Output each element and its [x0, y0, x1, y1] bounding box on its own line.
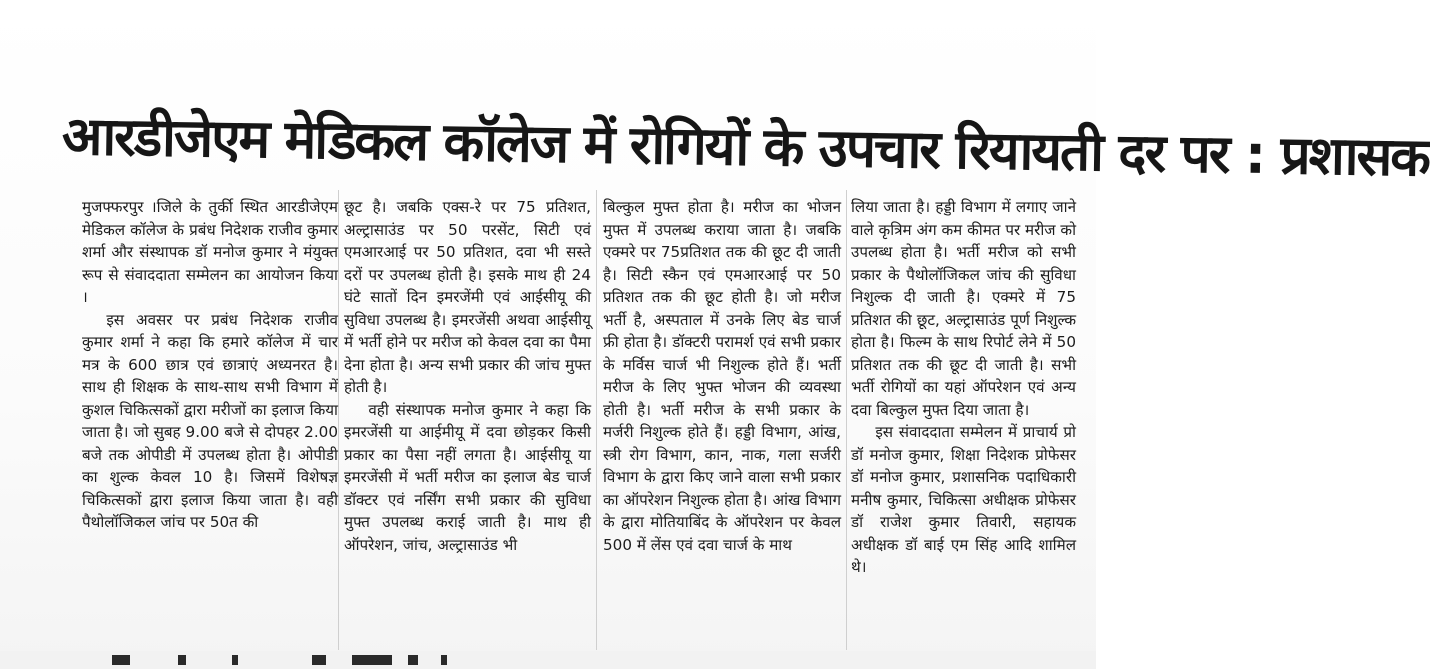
- article-column-3: [603, 196, 841, 556]
- column-3-paragraph-1: बिल्कुल मुफ्त होता है। मरीज का भोजन मुफ्त में उपलब्ध कराया जाता है। जबकि एक्मरे पर 75प्रतिशत तक की छूट दी जाती है। सिटी स्कैन एवं एमआरआई पर 50 प्रतिशत तक की छूट होती है। जो मरीज भर्ती है, अस्पताल में उनके लिए बेड चार्ज फ्री होता है। डॉक्टरी परामर्श एवं सभी प्रकार के मर्विस चार्ज भी निशुल्क होते हैं। भर्ती मरीज के लिए भुफ्त भोजन की व्यवस्था होती है। भर्ती मरीज के सभी प्रकार के मर्जरी निशुल्क होते हैं। हड्डी विभाग, आंख, स्त्री रोग विभाग, कान, नाक, गला सर्जरी विभाग के द्वारा किए जाने वाला सभी प्रकार का ऑपरेशन निशुल्क होता है। आंख विभाग के द्वारा मोतियाबिंद के ऑपरेशन पर केवल 500 में लेंस एवं दवा चार्ज के माथ: [603, 198, 841, 554]
- column-2-paragraph-2: वही संस्थापक मनोज कुमार ने कहा कि इमरजेंसी या आईमीयू में दवा छोड़कर किसी प्रकार का पैसा नहीं लगता है। आईसीयू या इमरजेंसी में भर्ती मरीज का इलाज बेड चार्ज डॉक्टर एवं नर्सिंग सभी प्रकार की सुविधा मुफ्त उपलब्ध कराई जाती है। माथ ही ऑपरेशन, जांच, अल्ट्रासाउंड भी: [344, 400, 591, 554]
- cropped-next-article-strip: [0, 651, 1096, 669]
- article-column-2: [344, 196, 591, 556]
- article-column-1: [82, 196, 338, 534]
- column-2-paragraph-1: छूट है। जबकि एक्स-रे पर 75 प्रतिशत, अल्ट्रासाउंड पर 50 परसेंट, सिटी एवं एमआरआई पर 50 प्रतिशत, दवा भी सस्ते दरों पर उपलब्ध होती है। इसके माथ ही 24 घंटे सातों दिन इमरजेंमी एवं आईसीयू की सुविधा उपलब्ध है। इमरजेंसी अथवा आईसीयू में भर्ती होने पर मरीज को केवल दवा का पैमा देना होता है। अन्य सभी प्रकार की जांच मुफ्त होती है।: [344, 198, 591, 396]
- column-1-paragraph-1: मुजफ्फरपुर ।जिले के तुर्की स्थित आरडीजेएम मेडिकल कॉलेज के प्रबंध निदेशक राजीव कुमार शर्मा और संस्थापक डॉ मनोज कुमार ने मंयुक्त रूप से संवाददाता सम्मेलन का आयोजन किया ।: [82, 198, 338, 306]
- article-column-4: [851, 196, 1076, 579]
- article-headline: आरडीजेएम मेडिकल कॉलेज में रोगियों के उपचार रियायती दर पर : प्रशासक: [61, 106, 1430, 189]
- column-divider: [846, 190, 847, 650]
- column-4-paragraph-1: लिया जाता है। हड्डी विभाग में लगाए जाने वाले कृत्रिम अंग कम कीमत पर मरीज को उपलब्ध होता है। भर्ती मरीज को सभी प्रकार के पैथोलॉजिकल जांच की सुविधा निशुल्क दी जाती है। एक्मरे में 75 प्रतिशत की छूट, अल्ट्रासाउंड पूर्ण निशुल्क होता है। फिल्म के साथ रिपोर्ट लेने में 50 प्रतिशत तक की छूट दी जाती है। सभी भर्ती रोगियों का यहां ऑपरेशन एवं अन्य दवा बिल्कुल मुफ्त दिया जाता है।: [851, 198, 1076, 419]
- column-divider: [596, 190, 597, 650]
- column-4-paragraph-2: इस संवाददाता सम्मेलन में प्राचार्य प्रो डॉ मनोज कुमार, शिक्षा निदेशक प्रोफेसर डॉ मनोज कुमार, प्रशासनिक पदाधिकारी मनीष कुमार, चिकित्सा अधीक्षक प्रोफेसर डॉ राजेश कुमार तिवारी, सहायक अधीक्षक डॉ बाई एम सिंह आदि शामिल थे।: [851, 423, 1076, 576]
- column-divider: [338, 190, 339, 650]
- column-1-paragraph-2: इस अवसर पर प्रबंध निदेशक राजीव कुमार शर्मा ने कहा कि हमारे कॉलेज में चार मत्र के 600 छात्र एवं छात्राएं अध्यनरत है। साथ ही शिक्षक के साथ-साथ सभी विभाग में कुशल चिकित्सकों द्वारा मरीजों का इलाज किया जाता है। जो सुबह 9.00 बजे से दोपहर 2.00 बजे तक ओपीडी में उपलब्ध होता है। ओपीडी का शुल्क केवल 10 है। जिसमें विशेषज्ञ चिकित्सकों द्वारा इलाज किया जाता है। वही पैथोलॉजिकल जांच पर 50त की: [82, 310, 338, 531]
